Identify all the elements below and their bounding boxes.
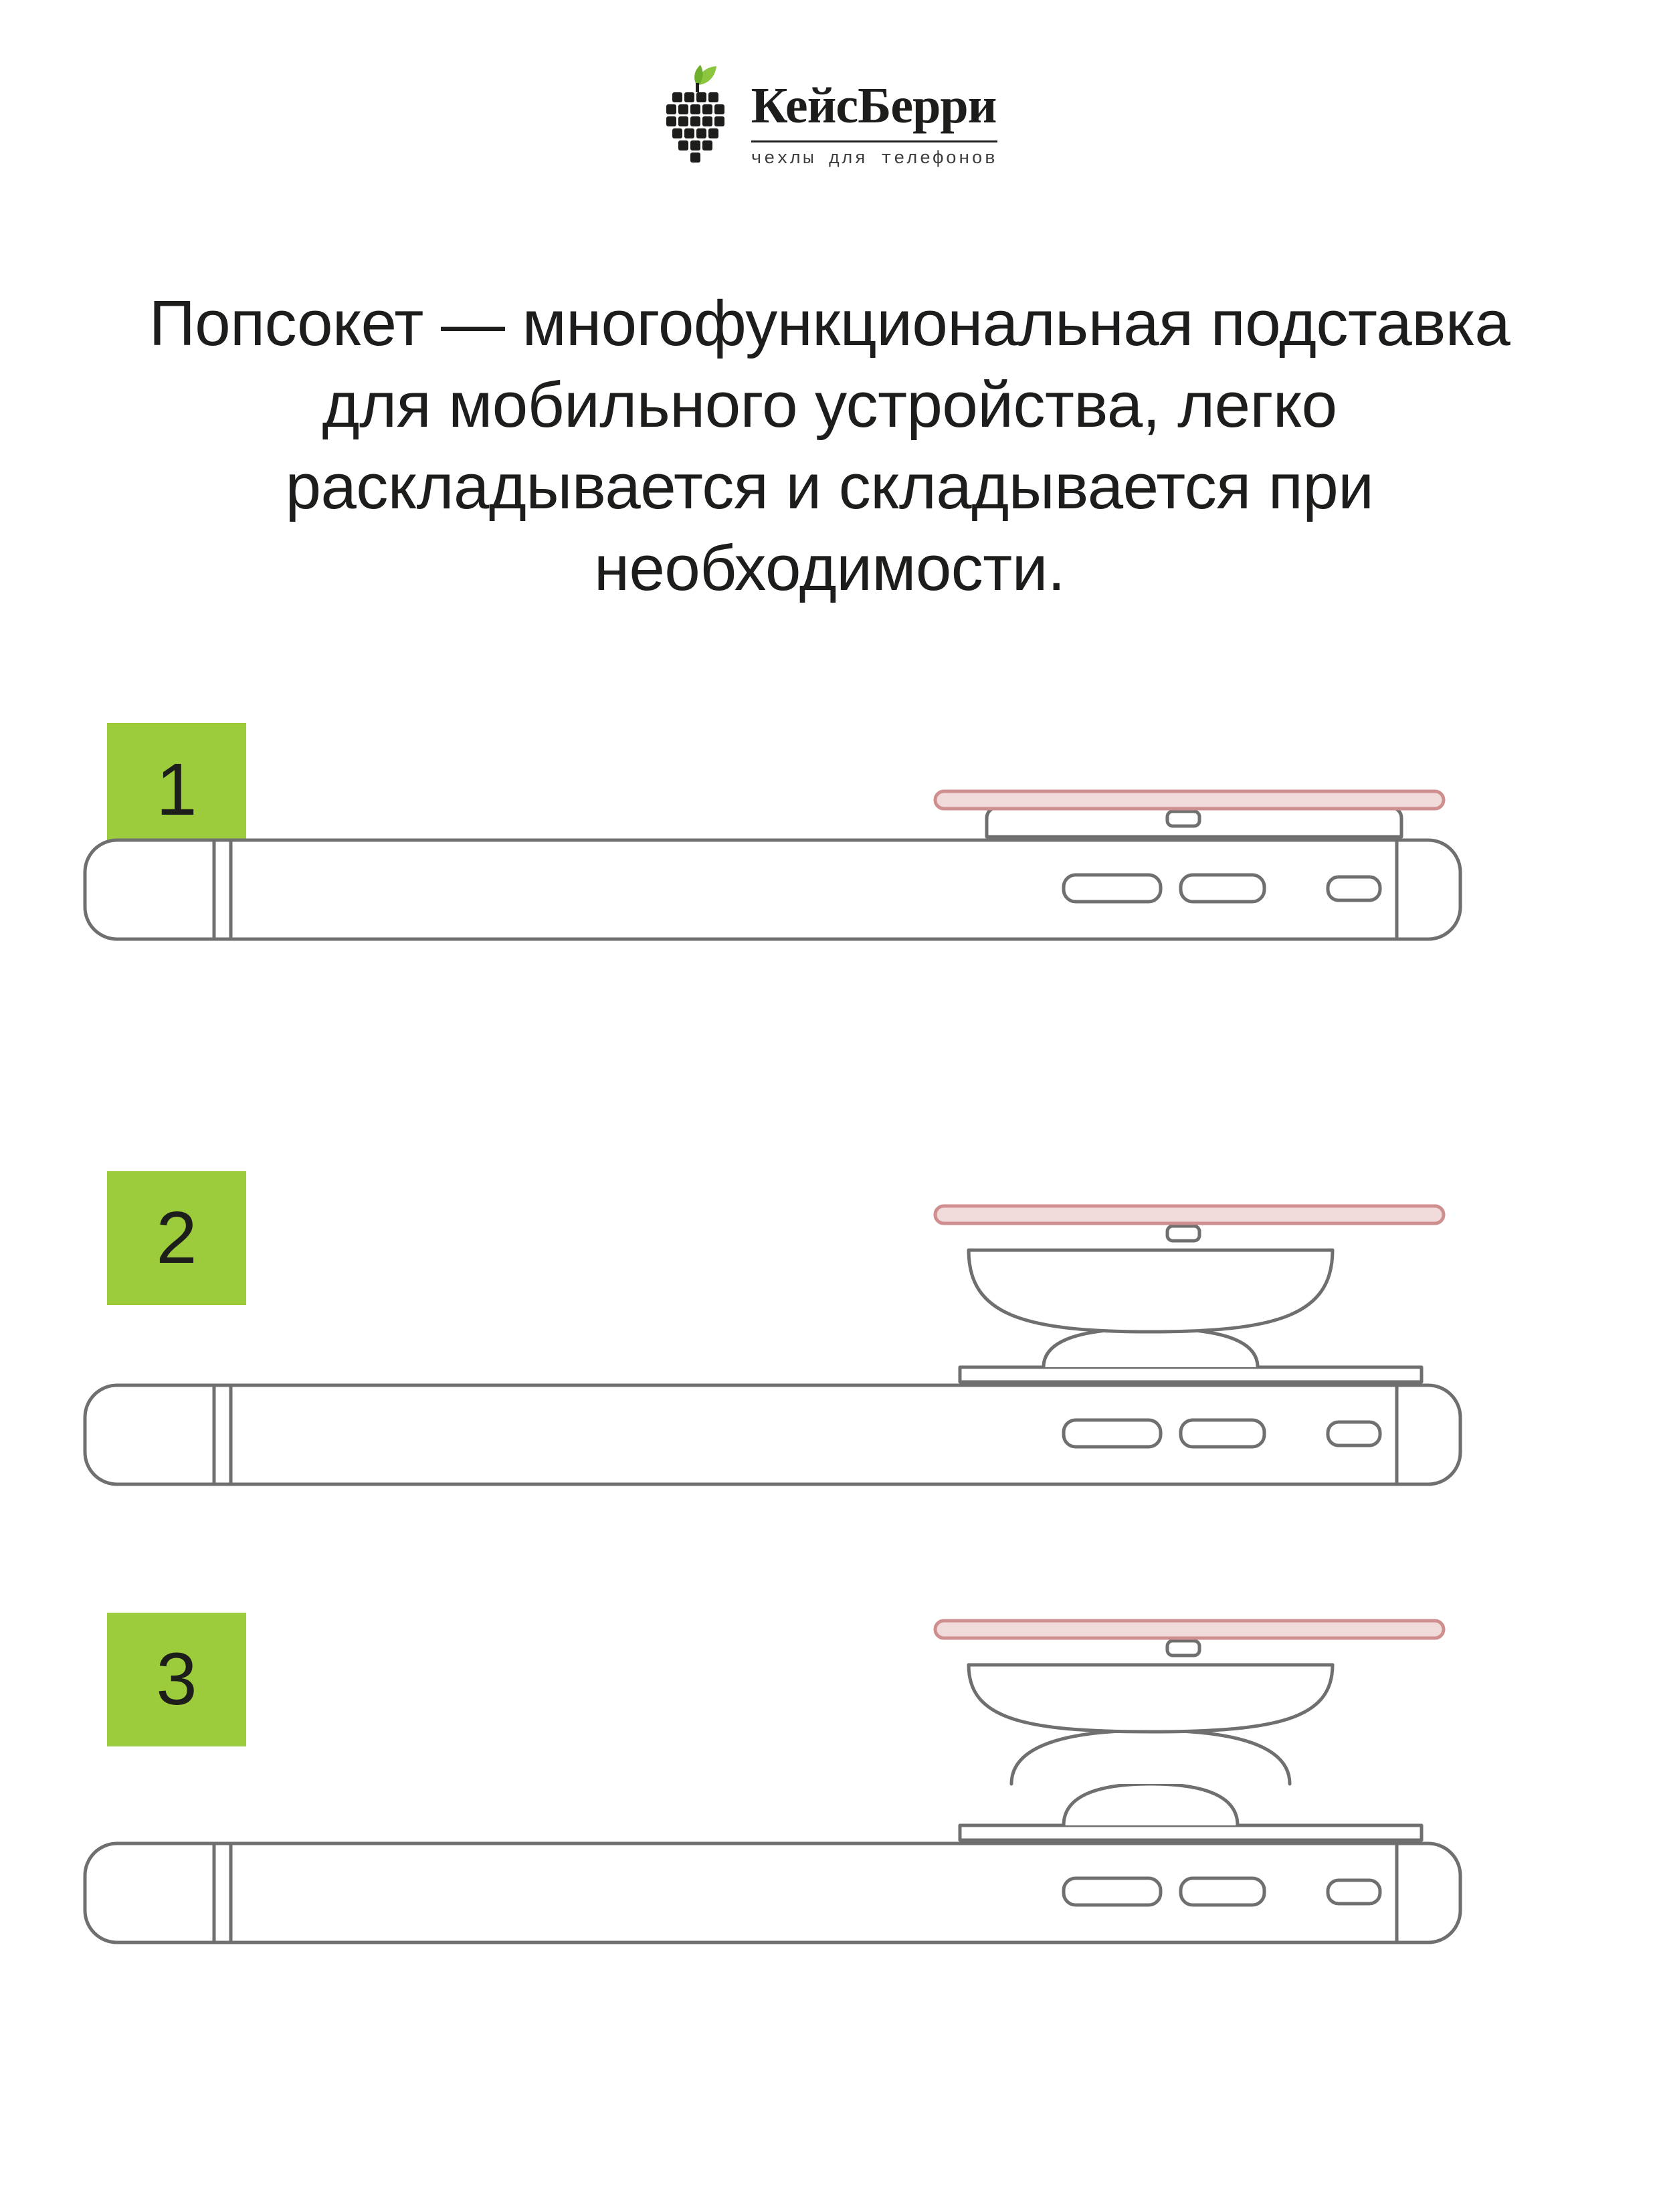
brand-tagline: чехлы для телефонов: [751, 149, 998, 169]
steps-list: [0, 710, 1659, 1954]
raspberry-berry-icon: [662, 64, 734, 165]
list-item: [0, 710, 1659, 1124]
popsocket-half-open-icon: [0, 1124, 1659, 1539]
list-item: [0, 1539, 1659, 1954]
brand-name: КейсБерри: [751, 78, 997, 134]
page-title: Попсокет — многофункциональная подставка для мобильного устройства, легко раскладывается и складывается при необходимости.: [149, 288, 1510, 604]
page-header: [0, 0, 1659, 169]
step-number: 3: [156, 1638, 197, 1720]
brand-divider: [751, 140, 998, 142]
brand-text: [751, 64, 998, 169]
list-item: [0, 1124, 1659, 1539]
step-number: 2: [156, 1197, 197, 1279]
brand-logo: [662, 64, 998, 169]
popsocket-collapsed-icon: [0, 710, 1659, 1124]
popsocket-extended-icon: [0, 1539, 1659, 1954]
step-number: 1: [156, 748, 197, 831]
